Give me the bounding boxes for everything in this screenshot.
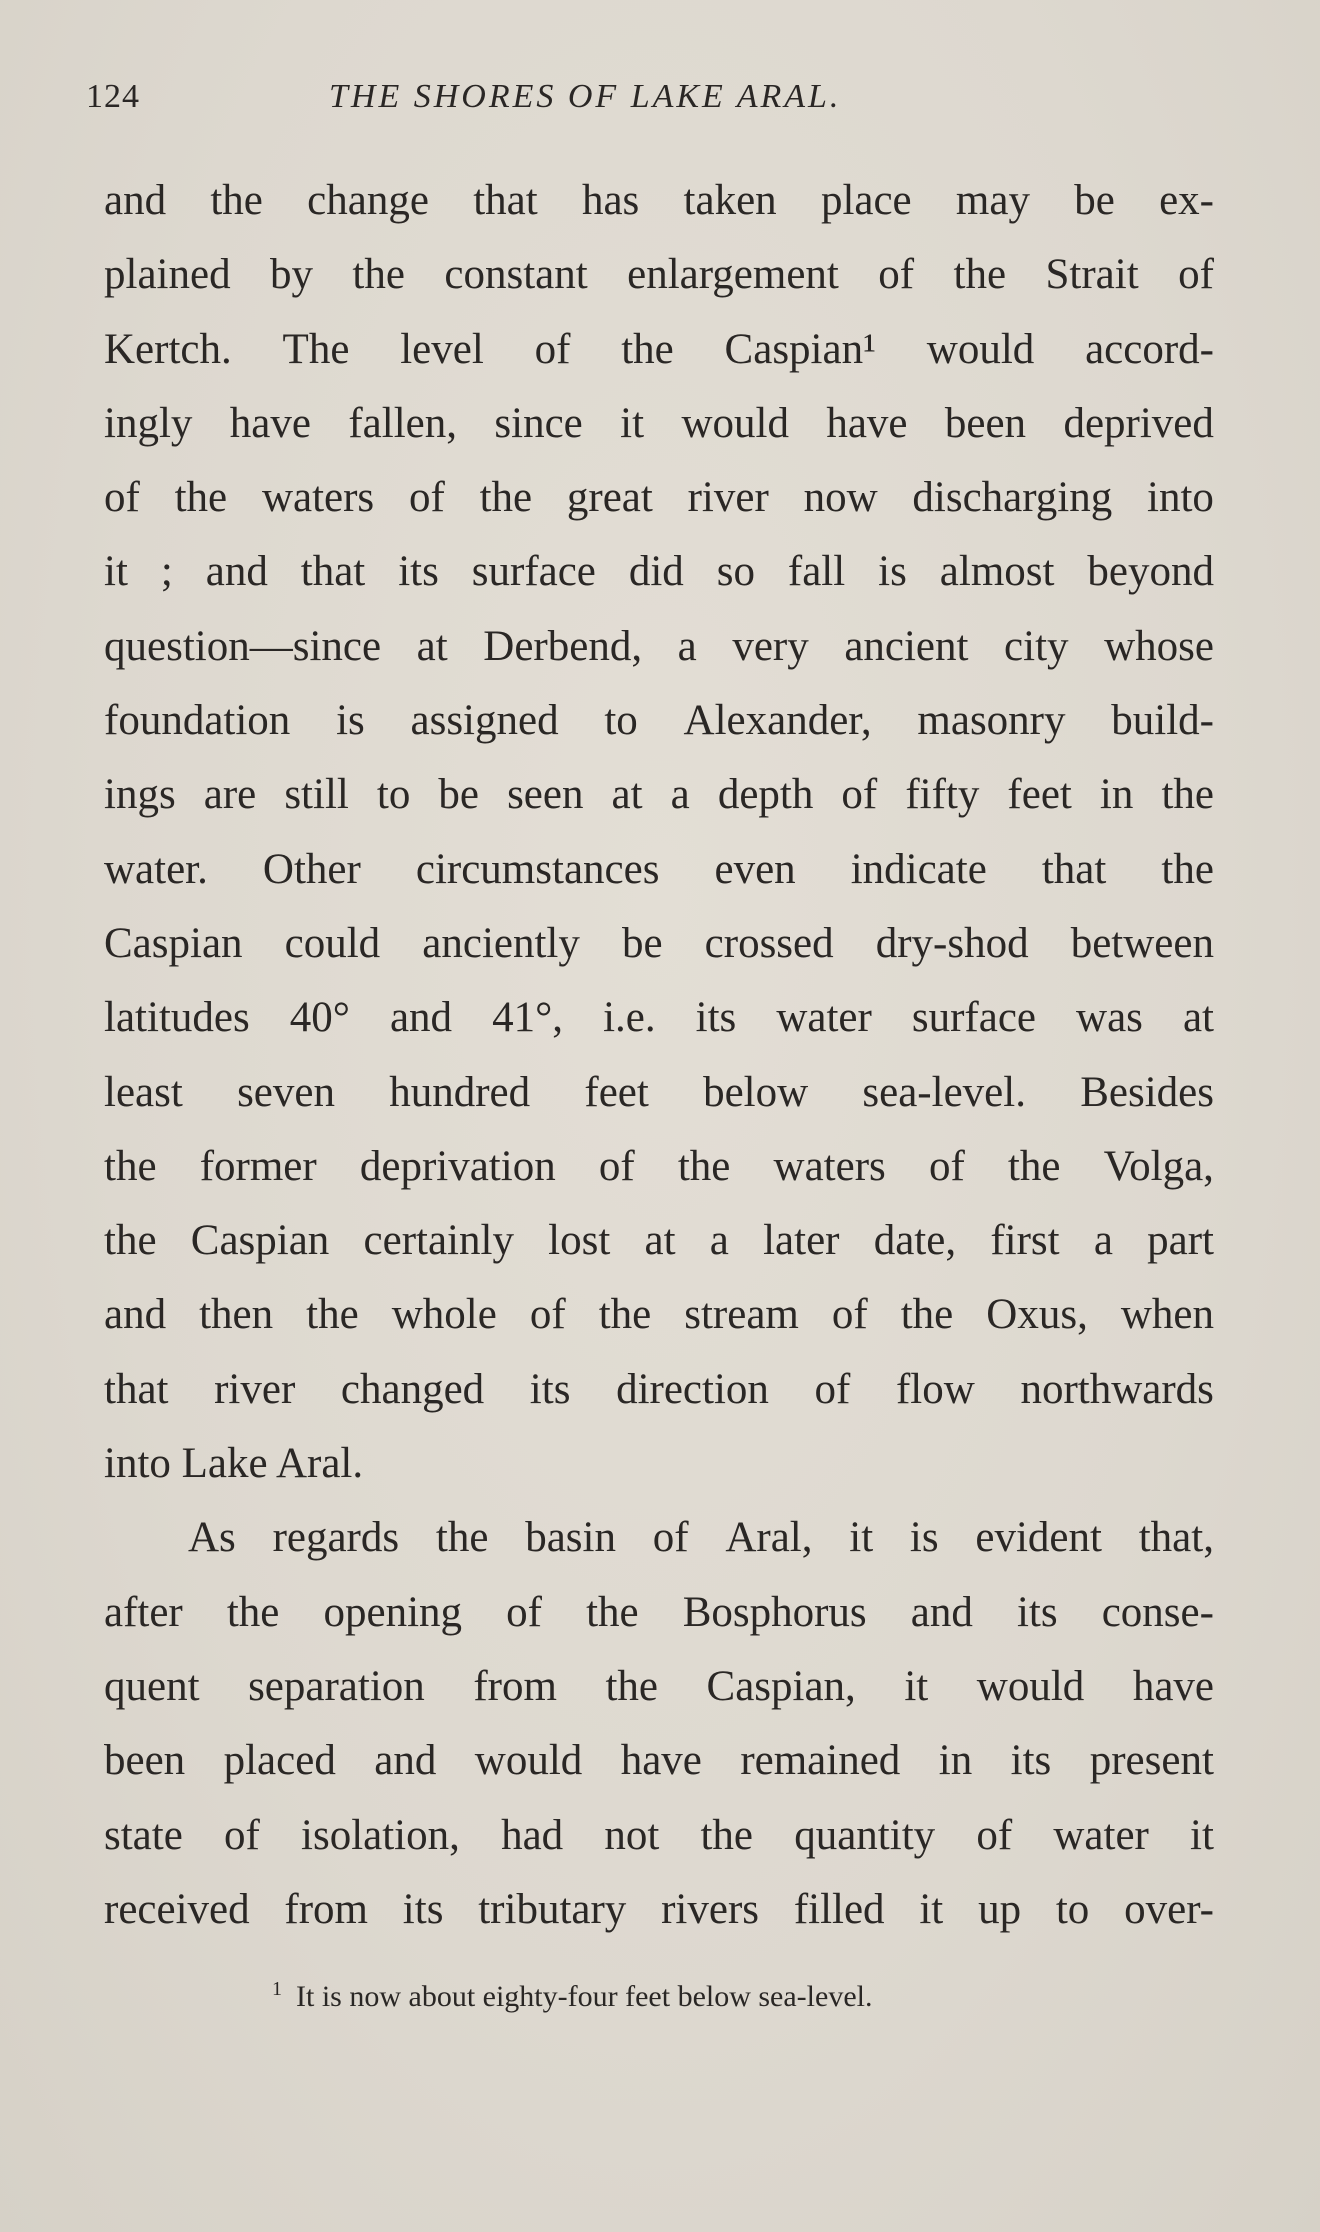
word: crossed	[704, 919, 834, 967]
word: be	[438, 771, 480, 819]
word: is	[909, 1514, 939, 1562]
word: to	[604, 697, 638, 745]
running-title: THE SHORES OF LAKE ARAL.	[329, 78, 842, 115]
text-line	[104, 325, 1214, 399]
word: accord-	[1085, 325, 1214, 373]
word: plained	[104, 251, 231, 299]
word: in	[938, 1737, 973, 1785]
word: from	[284, 1885, 368, 1933]
word: ancient	[844, 622, 969, 670]
word: its	[529, 1365, 571, 1413]
word: Strait	[1045, 251, 1139, 299]
word: that	[300, 548, 366, 596]
word: Caspian	[104, 919, 243, 967]
word: deprived	[1063, 399, 1214, 447]
word: changed	[340, 1365, 485, 1413]
word: build-	[1111, 697, 1214, 745]
word: indicate	[850, 845, 987, 893]
word: its	[695, 994, 737, 1042]
word: of	[506, 1588, 542, 1636]
word: the	[1161, 771, 1214, 819]
word: has	[581, 177, 640, 224]
word: to	[376, 771, 411, 819]
word: assigned	[410, 697, 559, 745]
word: the	[677, 1142, 731, 1190]
word: i.e.	[603, 994, 656, 1042]
word: ex-	[1159, 177, 1214, 224]
word: Caspian	[190, 1217, 330, 1265]
word: enlargement	[627, 251, 839, 299]
word: former	[199, 1142, 317, 1190]
word: The	[282, 325, 350, 373]
word: quent	[104, 1662, 200, 1710]
word: latitudes	[104, 994, 250, 1042]
word: of	[928, 1142, 965, 1190]
word: when	[1120, 1291, 1214, 1339]
word: waters	[773, 1142, 886, 1190]
text-line	[104, 696, 1214, 770]
word: it	[1190, 1811, 1214, 1859]
text-line	[104, 919, 1214, 993]
word: even	[714, 845, 796, 893]
word: the	[900, 1291, 954, 1339]
word: city	[1004, 622, 1069, 670]
word: not	[604, 1811, 660, 1859]
word: depth	[717, 771, 814, 819]
word: present	[1089, 1737, 1214, 1785]
word: fallen,	[348, 399, 457, 447]
word: water	[1053, 1811, 1149, 1859]
word: and	[910, 1588, 973, 1636]
word: Volga,	[1103, 1142, 1214, 1190]
word: would	[976, 1662, 1085, 1710]
word: been	[944, 399, 1027, 447]
word: it	[849, 1514, 874, 1562]
word: almost	[939, 548, 1055, 596]
word: of	[224, 1811, 260, 1859]
word: could	[284, 919, 381, 967]
word: separation	[248, 1662, 425, 1710]
word: placed	[223, 1737, 336, 1785]
word: change	[307, 177, 429, 224]
word: water.	[104, 845, 208, 893]
word: be	[621, 919, 663, 967]
text-line	[104, 845, 1214, 919]
text-line	[104, 1885, 1214, 1959]
word: of	[841, 771, 878, 819]
word: whose	[1104, 622, 1214, 670]
body-text	[104, 176, 1214, 1959]
word: part	[1147, 1217, 1214, 1265]
word: of	[976, 1811, 1013, 1859]
word: then	[199, 1291, 274, 1339]
word: of	[814, 1365, 851, 1413]
word: the	[104, 1142, 157, 1190]
word: have	[1132, 1662, 1214, 1710]
word: had	[501, 1811, 564, 1859]
word: the	[104, 1217, 157, 1265]
word: so	[716, 548, 755, 596]
word: the	[174, 474, 228, 522]
word: state	[104, 1811, 183, 1859]
word: be	[1074, 177, 1115, 224]
word: beyond	[1087, 548, 1214, 596]
word: circumstances	[415, 845, 660, 893]
text-line	[104, 473, 1214, 547]
word: over-	[1124, 1885, 1214, 1933]
running-head	[86, 78, 1216, 128]
word: filled	[793, 1885, 885, 1933]
word: that,	[1138, 1514, 1214, 1562]
text-line	[104, 993, 1214, 1067]
word: Other	[262, 845, 361, 893]
word: the	[210, 177, 263, 224]
word: seven	[237, 1068, 335, 1116]
word: rivers	[661, 1885, 760, 1933]
word: from	[473, 1662, 557, 1710]
text-line	[104, 250, 1214, 324]
word: the	[700, 1811, 754, 1859]
word: since	[494, 399, 583, 447]
word: dry-shod	[875, 919, 1029, 967]
word: Aral,	[725, 1514, 813, 1562]
word: would	[474, 1737, 583, 1785]
word: a	[709, 1217, 729, 1265]
word: basin	[525, 1514, 616, 1562]
word: of	[534, 325, 571, 373]
word: sea-level.	[862, 1068, 1026, 1116]
word: northwards	[1020, 1365, 1214, 1413]
word: would	[926, 325, 1035, 373]
text-line	[104, 1365, 1214, 1439]
word: at	[416, 622, 448, 670]
word: of	[529, 1291, 566, 1339]
word: have	[229, 399, 311, 447]
word: conse-	[1101, 1588, 1214, 1636]
word: later	[763, 1217, 840, 1265]
word: isolation,	[301, 1811, 460, 1859]
word: river	[687, 474, 769, 522]
word: Alexander,	[683, 697, 872, 745]
word: is	[878, 548, 907, 596]
word: surface	[911, 994, 1036, 1042]
word: have	[826, 399, 908, 447]
word: waters	[261, 474, 375, 522]
word: it	[620, 399, 645, 447]
word: that	[1041, 845, 1107, 893]
word: certainly	[363, 1217, 514, 1265]
word: are	[203, 771, 257, 819]
word: the	[479, 474, 533, 522]
word: its	[398, 548, 439, 596]
text-line	[104, 1513, 1214, 1587]
word: received	[104, 1885, 250, 1933]
word: up	[978, 1885, 1022, 1933]
text-line	[104, 1811, 1214, 1885]
word: at	[1182, 994, 1214, 1042]
word: and	[389, 994, 453, 1042]
word: Oxus,	[986, 1291, 1088, 1339]
word: deprivation	[359, 1142, 556, 1190]
word: river	[214, 1365, 296, 1413]
word: taken	[683, 177, 777, 224]
word: and	[104, 1291, 167, 1339]
footnote-mark: 1	[272, 1978, 282, 2000]
word: have	[620, 1737, 702, 1785]
word: a	[670, 771, 690, 819]
word: the	[605, 1662, 658, 1710]
word: it	[919, 1885, 944, 1933]
word: ingly	[104, 399, 193, 447]
word: of	[831, 1291, 868, 1339]
word: ;	[160, 548, 173, 596]
word: the	[586, 1588, 639, 1636]
word: direction	[616, 1365, 769, 1413]
word: discharging	[912, 474, 1113, 522]
word: at	[644, 1217, 676, 1265]
word: level	[400, 325, 484, 373]
text-line	[104, 1068, 1214, 1142]
word: is	[336, 697, 365, 745]
word: surface	[471, 548, 596, 596]
word: and	[104, 177, 167, 224]
word: Kertch.	[104, 325, 232, 373]
word: a	[1093, 1217, 1113, 1265]
text-line	[104, 622, 1214, 696]
word: did	[628, 548, 684, 596]
word: feet	[1007, 771, 1072, 819]
word: the	[306, 1291, 359, 1339]
word: Derbend,	[483, 622, 643, 670]
word: place	[820, 177, 912, 224]
word: to	[1055, 1885, 1090, 1933]
word: 40°	[289, 994, 350, 1042]
word: the	[435, 1514, 489, 1562]
word: of	[1178, 251, 1214, 299]
text-line	[104, 1290, 1214, 1364]
word: its	[1016, 1588, 1058, 1636]
word: the	[1161, 845, 1214, 893]
word: seen	[507, 771, 584, 819]
word: was	[1076, 994, 1143, 1042]
word: would	[681, 399, 789, 447]
page-number: 124	[86, 78, 140, 115]
word: between	[1070, 919, 1214, 967]
word: great	[566, 474, 653, 522]
word: of	[598, 1142, 635, 1190]
word: into	[1147, 474, 1214, 522]
word: As	[188, 1514, 236, 1562]
word: in	[1099, 771, 1134, 819]
text-line	[104, 547, 1214, 621]
word: the	[621, 325, 674, 373]
word: ings	[104, 771, 176, 819]
word: regards	[272, 1514, 400, 1562]
word: the	[226, 1588, 280, 1636]
footnote	[272, 1980, 872, 2014]
word: that	[473, 177, 538, 224]
word: below	[703, 1068, 809, 1116]
word: the	[953, 251, 1007, 299]
word: of	[652, 1514, 689, 1562]
word: by	[270, 251, 313, 299]
word: hundred	[389, 1068, 531, 1116]
word: evident	[975, 1514, 1102, 1562]
word: and	[205, 548, 268, 596]
word: first	[990, 1217, 1060, 1265]
footnote-text: It is now about eighty-four feet below sea-level.	[296, 1980, 873, 2013]
word: it	[904, 1662, 929, 1710]
word: constant	[444, 251, 588, 299]
word: lost	[548, 1217, 611, 1265]
text-line	[104, 1588, 1214, 1662]
text-line: into Lake Aral.	[104, 1440, 364, 1488]
word: anciently	[422, 919, 580, 967]
paragraph-container	[104, 176, 1214, 1959]
text-line	[104, 1216, 1214, 1290]
word: very	[732, 622, 809, 670]
word: may	[955, 177, 1030, 224]
word: now	[803, 474, 878, 522]
text-line	[104, 176, 1214, 250]
word: stream	[684, 1291, 799, 1339]
word: the	[352, 251, 405, 299]
word: after	[104, 1588, 183, 1636]
word: a	[677, 622, 697, 670]
word: of	[104, 474, 140, 522]
word: fall	[787, 548, 846, 596]
word: opening	[323, 1588, 463, 1636]
word: tributary	[478, 1885, 627, 1933]
text-line	[104, 399, 1214, 473]
word: least	[104, 1068, 183, 1116]
word: of	[408, 474, 445, 522]
word: fifty	[905, 771, 980, 819]
word: and	[374, 1737, 437, 1785]
word: Caspian,	[706, 1662, 856, 1710]
word: the	[1007, 1142, 1061, 1190]
word: feet	[584, 1068, 649, 1116]
word: foundation	[104, 697, 291, 745]
text-line	[104, 1662, 1214, 1736]
text-line	[104, 770, 1214, 844]
word: flow	[895, 1365, 975, 1413]
word: Bosphorus	[682, 1588, 867, 1636]
word: been	[104, 1737, 186, 1785]
word: quantity	[794, 1811, 936, 1859]
word: it	[104, 548, 128, 596]
word: Caspian¹	[724, 325, 876, 373]
word: at	[611, 771, 643, 819]
word: 41°,	[492, 994, 564, 1042]
word: still	[284, 771, 349, 819]
text-line	[104, 1736, 1214, 1810]
word: whole	[391, 1291, 497, 1339]
word: water	[776, 994, 872, 1042]
text-line	[104, 1142, 1214, 1216]
word: question—since	[104, 622, 382, 670]
word: date,	[873, 1217, 957, 1265]
word: Besides	[1080, 1068, 1214, 1116]
word: its	[1010, 1737, 1052, 1785]
word: that	[104, 1365, 169, 1413]
word: of	[878, 251, 915, 299]
word: masonry	[917, 697, 1066, 745]
word: the	[598, 1291, 652, 1339]
word: its	[402, 1885, 444, 1933]
word: remained	[740, 1737, 901, 1785]
